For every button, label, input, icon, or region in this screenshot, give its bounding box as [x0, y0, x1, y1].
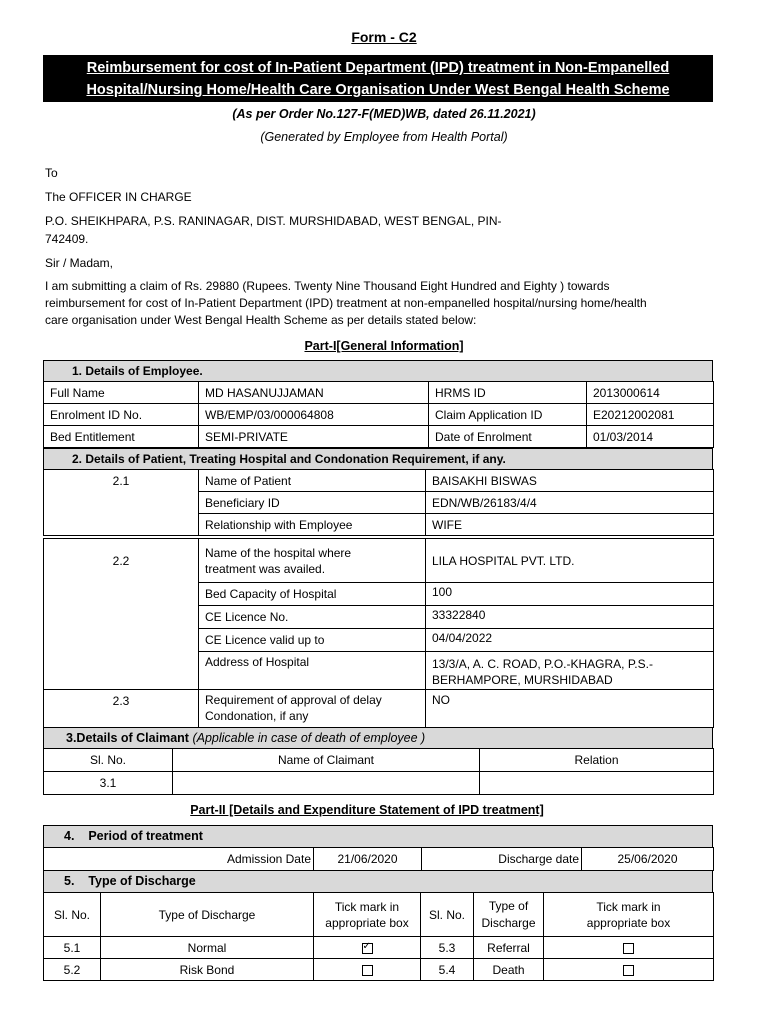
ce-licence-value: 33322840 [426, 606, 714, 629]
hospital-address-line-2: BERHAMPORE, MURSHIDABAD [432, 673, 613, 687]
hospital-table [43, 538, 714, 728]
section-5-title: 5. Type of Discharge [64, 874, 196, 888]
patient-name-label: Name of Patient [199, 470, 426, 492]
condonation-value: NO [426, 690, 714, 728]
enrolment-label: Enrolment ID No. [44, 404, 199, 426]
section-3-header [43, 727, 713, 749]
admission-date-value: 21/06/2020 [314, 848, 422, 871]
claim-id-value: E20212002081 [587, 404, 714, 426]
bed-entitlement-label: Bed Entitlement [44, 426, 199, 448]
checkbox-normal[interactable] [362, 943, 373, 954]
row-2-type: Risk Bond [101, 959, 314, 981]
hospital-address-line-1: 13/3/A, A. C. ROAD, P.O.-KHAGRA, P.S.- [432, 657, 653, 671]
claimant-table [43, 748, 714, 795]
title-line-2: Hospital/Nursing Home/Health Care Organisation Under West Bengal Health Scheme [86, 82, 670, 98]
order-reference: (As per Order No.127-F(MED)WB, dated 26.11.2021) [232, 107, 536, 121]
letter-body-line-2: reimbursement for cost of In-Patient Department (IPD) treatment at non-empanelled hospital/nursing home/health [45, 296, 647, 310]
header-sl-2: Sl. No. [421, 893, 474, 937]
claimant-header-relation: Relation [480, 749, 714, 772]
row-2-type-2: Death [474, 959, 544, 981]
header-tick-2-line-1: Tick mark in [596, 899, 661, 914]
condonation-sl: 2.3 [44, 690, 199, 728]
section-4-title: 4. Period of treatment [64, 829, 203, 843]
date-of-enrolment-label: Date of Enrolment [429, 426, 587, 448]
discharge-date-value: 25/06/2020 [582, 848, 714, 871]
section-2-title: 2. Details of Patient, Treating Hospital and Condonation Requirement, if any. [72, 452, 506, 466]
claimant-row-sl: 3.1 [44, 772, 173, 795]
claim-id-label: Claim Application ID [429, 404, 587, 426]
hospital-name-label-2: treatment was availed. [205, 561, 326, 576]
period-table [43, 847, 714, 871]
checkbox-risk-bond[interactable] [362, 965, 373, 976]
row-1-sl: 5.1 [44, 937, 101, 959]
patient-name-value: BAISAKHI BISWAS [426, 470, 714, 492]
part1-heading: Part-I[General Information] [304, 339, 464, 353]
claimant-row-relation [480, 772, 714, 795]
form-title-banner [43, 55, 713, 102]
letter-to: To [45, 166, 58, 180]
header-type-2-line-2: Discharge [481, 915, 536, 930]
row-2-sl: 5.2 [44, 959, 101, 981]
table-row [44, 937, 714, 959]
header-tick-1-line-1: Tick mark in [334, 899, 400, 914]
checkbox-referral[interactable] [623, 943, 634, 954]
header-type-2-line-1: Type of [488, 898, 529, 913]
section-5-header [43, 870, 713, 893]
letter-body-line-1: I am submitting a claim of Rs. 29880 (Rupees. Twenty Nine Thousand Eight Hundred and Eighty ) towards [45, 279, 610, 293]
section-2-header [43, 448, 713, 470]
employee-table [43, 381, 714, 448]
beneficiary-id-value: EDN/WB/26183/4/4 [426, 492, 714, 514]
enrolment-value: WB/EMP/03/000064808 [199, 404, 429, 426]
header-sl-1: Sl. No. [44, 893, 101, 937]
hrms-value: 2013000614 [587, 382, 714, 404]
section-1-title: 1. Details of Employee. [72, 364, 203, 378]
discharge-date-label: Discharge date [422, 848, 582, 871]
patient-sl: 2.1 [44, 470, 199, 536]
admission-date-label: Admission Date [44, 848, 314, 871]
hospital-name-label-1: Name of the hospital where [205, 545, 352, 560]
section-1-header [43, 360, 713, 382]
letter-address-line-1: P.O. SHEIKHPARA, P.S. RANINAGAR, DIST. MURSHIDABAD, WEST BENGAL, PIN- [45, 214, 502, 228]
row-1-type: Normal [101, 937, 314, 959]
section-4-header [43, 825, 713, 848]
bed-capacity-value: 100 [426, 583, 714, 606]
patient-table [43, 469, 714, 536]
letter-salutation: Sir / Madam, [45, 256, 114, 270]
section-3-note: (Applicable in case of death of employee ) [192, 731, 426, 745]
header-tick-2-line-2: appropriate box [586, 915, 671, 930]
claimant-row-name [173, 772, 480, 795]
discharge-type-table [43, 892, 714, 981]
row-2-sl-2: 5.4 [421, 959, 474, 981]
relationship-value: WIFE [426, 514, 714, 536]
claimant-header-name: Name of Claimant [173, 749, 480, 772]
claimant-header-sl: Sl. No. [44, 749, 173, 772]
hrms-label: HRMS ID [429, 382, 587, 404]
ce-licence-label: CE Licence No. [199, 606, 426, 629]
header-type-1: Type of Discharge [101, 893, 314, 937]
generated-note: (Generated by Employee from Health Portal) [260, 130, 508, 144]
checkbox-death[interactable] [623, 965, 634, 976]
section-3-title: 3.Details of Claimant [66, 731, 189, 745]
hospital-name-value: LILA HOSPITAL PVT. LTD. [426, 539, 714, 583]
beneficiary-id-label: Beneficiary ID [199, 492, 426, 514]
letter-body-line-3: care organisation under West Bengal Health Scheme as per details stated below: [45, 313, 477, 327]
condonation-label-2: Condonation, if any [205, 709, 309, 723]
date-of-enrolment-value: 01/03/2014 [587, 426, 714, 448]
row-1-type-2: Referral [474, 937, 544, 959]
ce-valid-label: CE Licence valid up to [199, 629, 426, 652]
hospital-sl: 2.2 [44, 539, 199, 690]
letter-officer: The OFFICER IN CHARGE [45, 190, 192, 204]
bed-entitlement-value: SEMI-PRIVATE [199, 426, 429, 448]
form-number: Form - C2 [351, 29, 417, 45]
table-row [44, 959, 714, 981]
part2-heading: Part-II [Details and Expenditure Statement of IPD treatment] [190, 803, 544, 817]
hospital-address-label: Address of Hospital [199, 652, 426, 690]
row-1-sl-2: 5.3 [421, 937, 474, 959]
title-line-1: Reimbursement for cost of In-Patient Department (IPD) treatment in Non-Empanelled [86, 60, 670, 76]
ce-valid-value: 04/04/2022 [426, 629, 714, 652]
full-name-value: MD HASANUJJAMAN [199, 382, 429, 404]
full-name-label: Full Name [44, 382, 199, 404]
condonation-label-1: Requirement of approval of delay [205, 693, 382, 707]
bed-capacity-label: Bed Capacity of Hospital [199, 583, 426, 606]
header-tick-1-line-2: appropriate box [325, 915, 409, 930]
relationship-label: Relationship with Employee [199, 514, 426, 536]
letter-address-line-2: 742409. [45, 232, 89, 246]
